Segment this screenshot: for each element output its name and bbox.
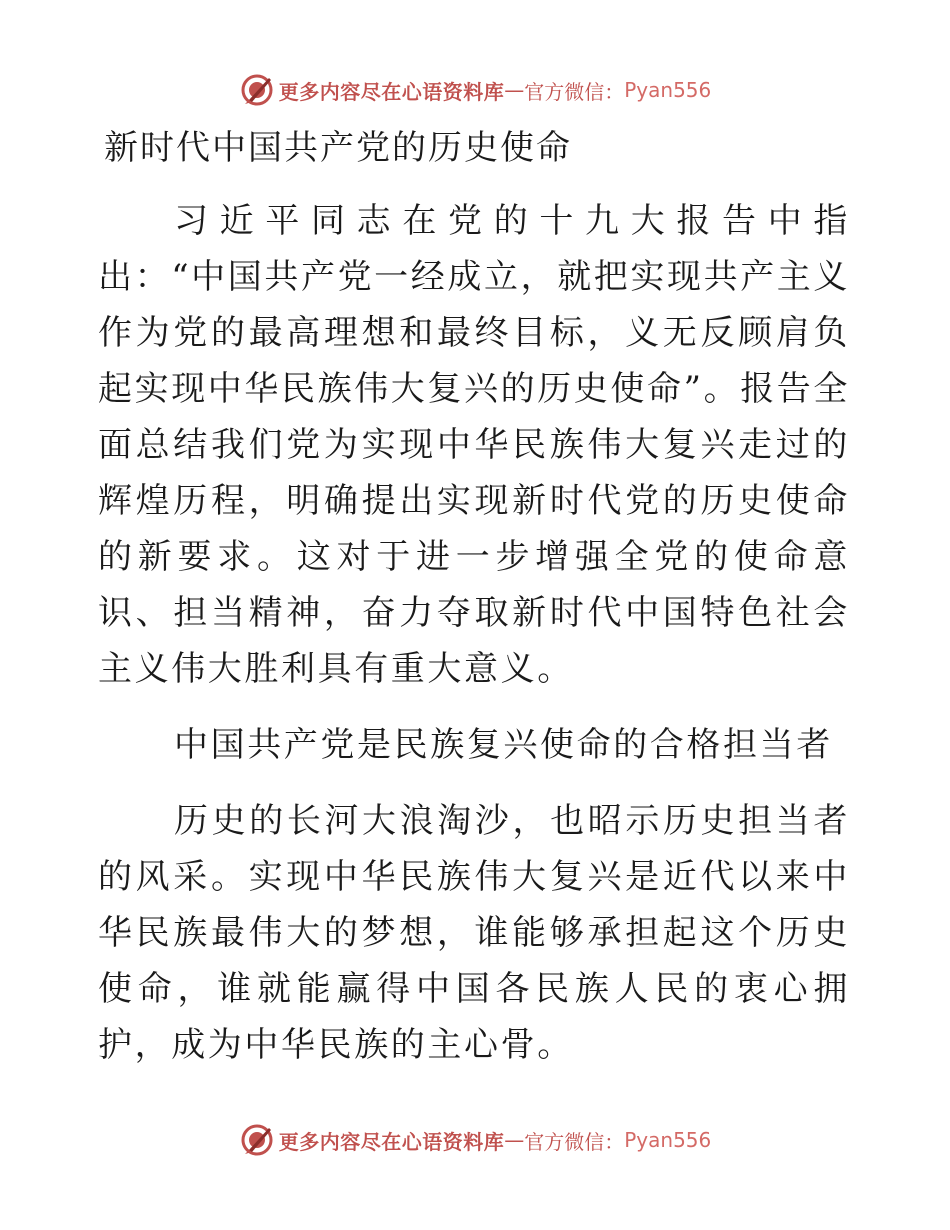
- paragraph-history: 历史的长河大浪淘沙，也昭示历史担当者的风采。实现中华民族伟大复兴是近代以来中华民族最伟大的梦想，谁能够承担起这个历史使命，谁就能赢得中国各民族人民的衷心拥护，成为中华民族的主心骨。: [98, 801, 850, 1065]
- watermark-handle: Pyan556: [624, 78, 712, 102]
- watermark-label: 官方微信：: [524, 79, 625, 104]
- watermark-handle: Pyan556: [624, 1128, 712, 1152]
- section-heading: 中国共产党是民族复兴使命的合格担当者: [174, 725, 833, 765]
- watermark-footer: [0, 1120, 950, 1160]
- pen-logo-icon: [239, 72, 275, 108]
- paragraph-intro: 习近平同志在党的十九大报告中指出：“中国共产党一经成立，就把实现共产主义作为党的最高理想和最终目标，义无反顾肩负起实现中华民族伟大复兴的历史使命”。报告全面总结我们党为实现中华民族伟大复兴走过的辉煌历程，明确提出实现新时代党的历史使命的新要求。这对于进一步增强全党的使命意识、担当精神，奋力夺取新时代中国特色社会主义伟大胜利具有重大意义。: [98, 201, 850, 689]
- pen-logo-icon: [239, 1122, 275, 1158]
- document-body: [98, 193, 850, 1093]
- watermark-separator: —: [504, 78, 525, 102]
- watermark-name: 更多内容尽在心语资料库: [278, 79, 505, 104]
- watermark-name: 更多内容尽在心语资料库: [278, 1129, 505, 1154]
- document-title: 新时代中国共产党的历史使命: [104, 128, 572, 168]
- watermark-label: 官方微信：: [524, 1129, 625, 1154]
- watermark-separator: —: [504, 1128, 525, 1152]
- watermark-header: [0, 70, 950, 110]
